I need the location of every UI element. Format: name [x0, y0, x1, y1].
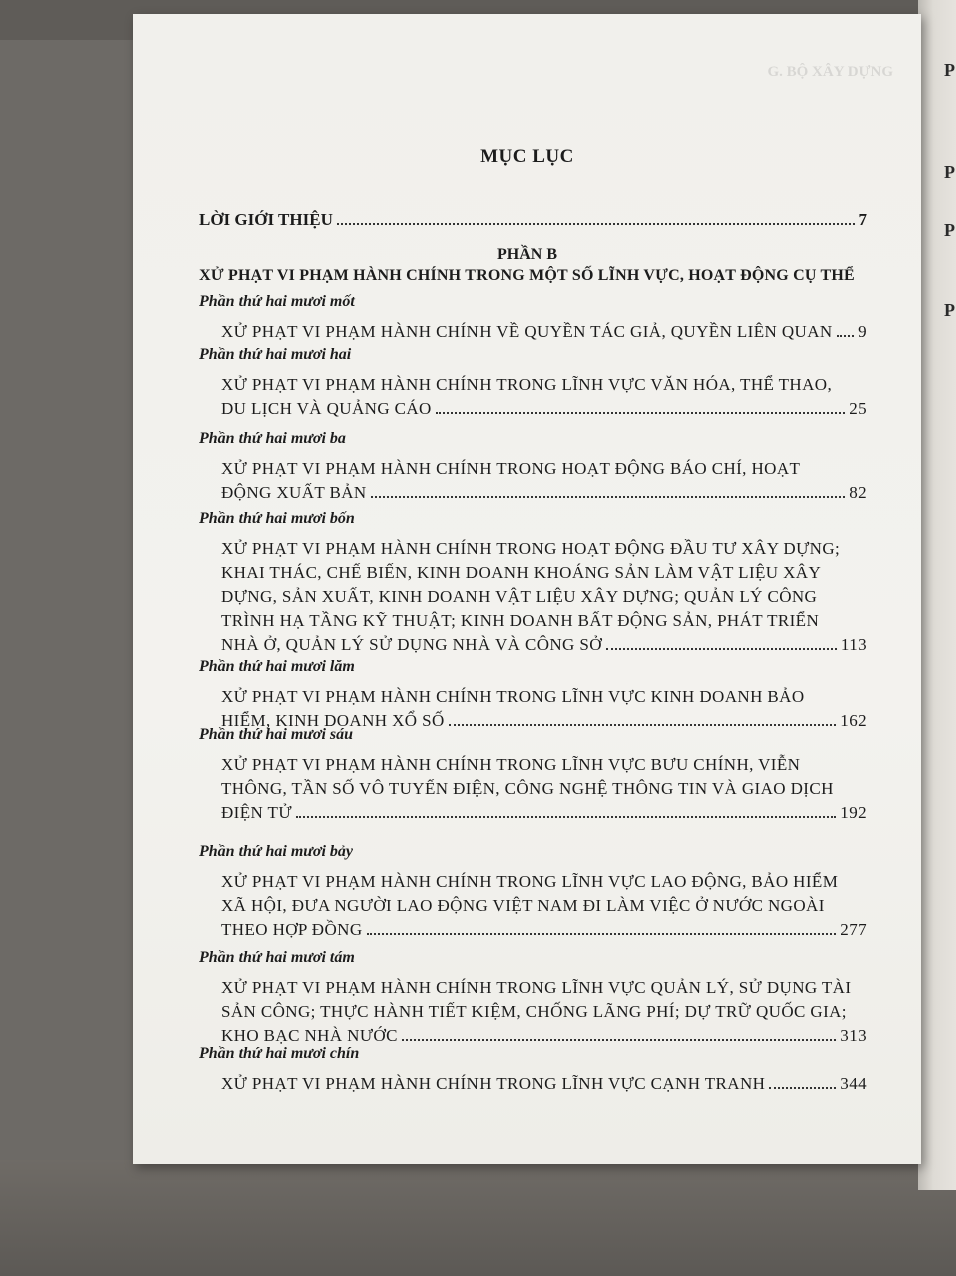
toc-entry-line: TRÌNH HẠ TẦNG KỸ THUẬT; KINH DOANH BẤT ĐỘNG SẢN, PHÁT TRIỂN: [221, 611, 820, 630]
toc-entry-text: DU LỊCH VÀ QUẢNG CÁO: [221, 399, 432, 418]
toc-section-heading: Phần thứ hai mươi bảy: [199, 843, 354, 860]
toc-entry-page: 25: [849, 399, 867, 418]
dot-leader: [296, 816, 836, 818]
dot-leader: [837, 335, 855, 337]
toc-entry-last-line: [221, 481, 867, 505]
page-title: MỤC LỤC: [480, 146, 574, 167]
toc-entry-last-line: [221, 397, 867, 421]
dot-leader: [337, 223, 855, 225]
toc-entry-text: NHÀ Ở, QUẢN LÝ SỬ DỤNG NHÀ VÀ CÔNG SỞ: [221, 635, 602, 654]
toc-entry[interactable]: [221, 1072, 867, 1096]
toc-entry-line: XỬ PHẠT VI PHẠM HÀNH CHÍNH TRONG HOẠT ĐỘNG BÁO CHÍ, HOẠT: [221, 459, 801, 478]
toc-entry-text: XỬ PHẠT VI PHẠM HÀNH CHÍNH TRONG LĨNH VỰC CẠNH TRANH: [221, 1074, 766, 1093]
toc-section-heading: Phần thứ hai mươi ba: [199, 430, 346, 447]
dot-leader: [436, 412, 845, 414]
toc-entry-last-line: [221, 1072, 867, 1096]
toc-entry-last-line: [221, 633, 867, 657]
toc-entry-line: KHAI THÁC, CHẾ BIẾN, KINH DOANH KHOÁNG SẢN LÀM VẬT LIỆU XÂY: [221, 563, 822, 582]
toc-section-heading: Phần thứ hai mươi lăm: [199, 658, 355, 675]
background-bottom: [0, 1160, 956, 1276]
adjacent-page-edge: P P P P: [918, 0, 956, 1190]
dot-leader: [367, 933, 837, 935]
toc-entry[interactable]: [221, 373, 867, 421]
toc-section-heading: Phần thứ hai mươi tám: [199, 949, 355, 966]
toc-entry-line: XỬ PHẠT VI PHẠM HÀNH CHÍNH TRONG HOẠT ĐỘNG ĐẦU TƯ XÂY DỰNG;: [221, 539, 841, 558]
toc-section-heading: Phần thứ hai mươi mốt: [199, 293, 355, 310]
toc-entry-page: 192: [840, 803, 867, 822]
toc-entry-last-line: [221, 801, 867, 825]
toc-entry-text: KHO BẠC NHÀ NƯỚC: [221, 1026, 398, 1045]
part-label: PHẦN B: [497, 246, 557, 263]
dot-leader: [606, 648, 837, 650]
part-subtitle: XỬ PHẠT VI PHẠM HÀNH CHÍNH TRONG MỘT SỐ LĨNH VỰC, HOẠT ĐỘNG CỤ THỂ: [199, 267, 855, 284]
toc-entry-line: XỬ PHẠT VI PHẠM HÀNH CHÍNH TRONG LĨNH VỰC QUẢN LÝ, SỬ DỤNG TÀI: [221, 978, 852, 997]
toc-entry-text: THEO HỢP ĐỒNG: [221, 920, 363, 939]
toc-entry[interactable]: [221, 976, 867, 1048]
toc-section-heading: Phần thứ hai mươi bốn: [199, 510, 355, 527]
dot-leader: [449, 724, 837, 726]
dot-leader: [769, 1087, 836, 1089]
document-page: [133, 14, 921, 1164]
toc-entry[interactable]: [221, 457, 867, 505]
toc-entry-line: XỬ PHẠT VI PHẠM HÀNH CHÍNH TRONG LĨNH VỰC LAO ĐỘNG, BẢO HIỂM: [221, 872, 839, 891]
toc-entry-line: XỬ PHẠT VI PHẠM HÀNH CHÍNH TRONG LĨNH VỰC BƯU CHÍNH, VIỄN: [221, 755, 801, 774]
bleed-heading: G. BỘ XÂY DỰNG: [767, 64, 893, 80]
toc-entry-last-line: [221, 320, 867, 344]
toc-entry-page: 344: [840, 1074, 867, 1093]
toc-entry-line: XÃ HỘI, ĐƯA NGƯỜI LAO ĐỘNG VIỆT NAM ĐI LÀM VIỆC Ở NƯỚC NGOÀI: [221, 896, 825, 915]
toc-intro-label: LỜI GIỚI THIỆU: [199, 210, 333, 229]
toc-entry-page: 313: [840, 1026, 867, 1045]
toc-entry-page: 9: [858, 322, 867, 341]
toc-entry-text: XỬ PHẠT VI PHẠM HÀNH CHÍNH VỀ QUYỀN TÁC GIẢ, QUYỀN LIÊN QUAN: [221, 322, 833, 341]
toc-entry-page: 277: [840, 920, 867, 939]
toc-entry-line: THÔNG, TẦN SỐ VÔ TUYẾN ĐIỆN, CÔNG NGHỆ THÔNG TIN VÀ GIAO DỊCH: [221, 779, 834, 798]
toc-section-heading: Phần thứ hai mươi sáu: [199, 726, 354, 743]
toc-entry-page: 162: [840, 711, 867, 730]
toc-section-heading: Phần thứ hai mươi hai: [199, 346, 352, 363]
toc-entry-line: XỬ PHẠT VI PHẠM HÀNH CHÍNH TRONG LĨNH VỰC KINH DOANH BẢO: [221, 687, 805, 706]
toc-entry-text: ĐIỆN TỬ: [221, 803, 292, 822]
toc-entry-last-line: [221, 918, 867, 942]
toc-entry[interactable]: [221, 870, 867, 942]
toc-entry[interactable]: [221, 537, 867, 657]
dot-leader: [371, 496, 846, 498]
toc-entry-text: HIỂM, KINH DOANH XỔ SỐ: [221, 711, 445, 730]
toc-entry-line: XỬ PHẠT VI PHẠM HÀNH CHÍNH TRONG LĨNH VỰC VĂN HÓA, THỂ THAO,: [221, 375, 833, 394]
toc-intro-page: 7: [858, 210, 867, 229]
toc-intro[interactable]: [199, 210, 867, 230]
toc-entry[interactable]: [221, 753, 867, 825]
toc-entry[interactable]: [221, 320, 867, 344]
toc-section-heading: Phần thứ hai mươi chín: [199, 1045, 360, 1062]
toc-entry-page: 113: [840, 635, 867, 654]
toc-entry-line: SẢN CÔNG; THỰC HÀNH TIẾT KIỆM, CHỐNG LÃNG PHÍ; DỰ TRỮ QUỐC GIA;: [221, 1002, 847, 1021]
toc-entry-line: DỰNG, SẢN XUẤT, KINH DOANH VẬT LIỆU XÂY DỰNG; QUẢN LÝ CÔNG: [221, 587, 818, 606]
toc-entry-page: 82: [849, 483, 867, 502]
dot-leader: [402, 1039, 836, 1041]
toc-entry-text: ĐỘNG XUẤT BẢN: [221, 483, 367, 502]
